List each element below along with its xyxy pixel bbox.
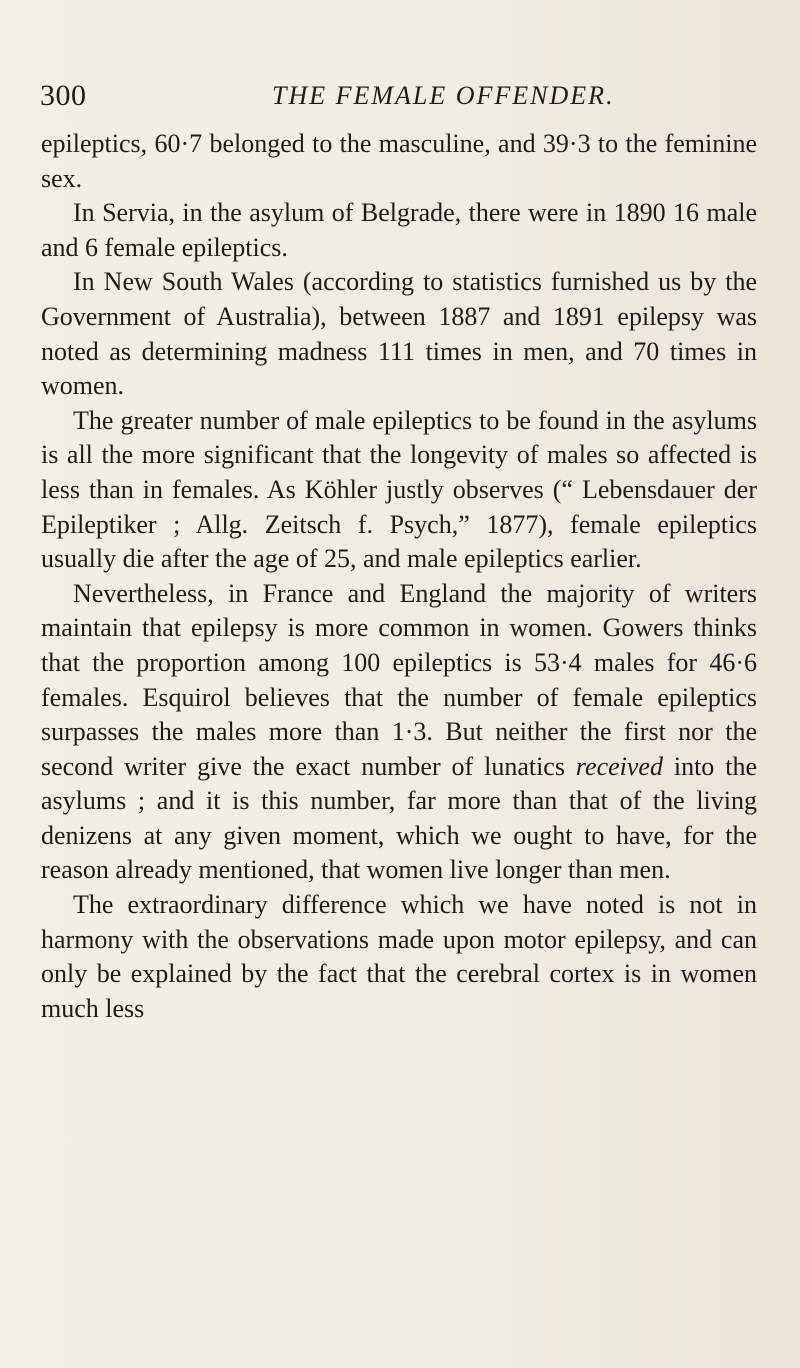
paragraph-6: The extraordinary difference which we have noted is not in harmony with the observations made upon motor epilepsy, and can only be explained by the fact that the cerebral cortex is in women much less (41, 890, 757, 1023)
page-number: 300 (40, 79, 87, 112)
body-text (41, 127, 757, 1026)
emphasized-word: received (575, 751, 663, 781)
running-head (40, 76, 760, 116)
paragraph-3: In New South Wales (according to statistics furnished us by the Government of Australia), between 1887 and 1891 epilepsy was noted as determining madness 111 times in men, and 70 times in women. (41, 267, 757, 401)
paragraph-2: In Servia, in the asylum of Belgrade, there were in 1890 16 male and 6 female epileptics. (41, 198, 757, 262)
paragraph-5-text-b: into the asylums ; and it is this number, far more than that of the living denizens at any given moment, which we ought to have, for the reason already mentioned, that women live longer than men. (41, 751, 757, 885)
paragraph-5 (41, 577, 757, 888)
paragraph-4: The greater number of male epileptics to be found in the asylums is all the more significant that the longevity of males so affected is less than in females. As Köhler justly observes (“ Lebensdauer der Epileptiker ; Allg. Zeitsch f. Psych,” 1877), female epileptics usually die after the age of 25, and male epileptics earlier. (41, 405, 757, 574)
running-title: THE FEMALE OFFENDER. (272, 81, 615, 110)
paragraph-1: epileptics, 60·7 belonged to the masculine, and 39·3 to the feminine sex. (41, 129, 757, 193)
paragraph-5-text-a: Nevertheless, in France and England the majority of writers maintain that epilepsy is more common in women. Gowers thinks that the proportion among 100 epileptics is 53·4 males for 46·6 females. Esquirol believes that the number of female epileptics surpasses the males more than 1·3. But neither the first nor the second writer give the exact number of lunatics (41, 578, 757, 781)
